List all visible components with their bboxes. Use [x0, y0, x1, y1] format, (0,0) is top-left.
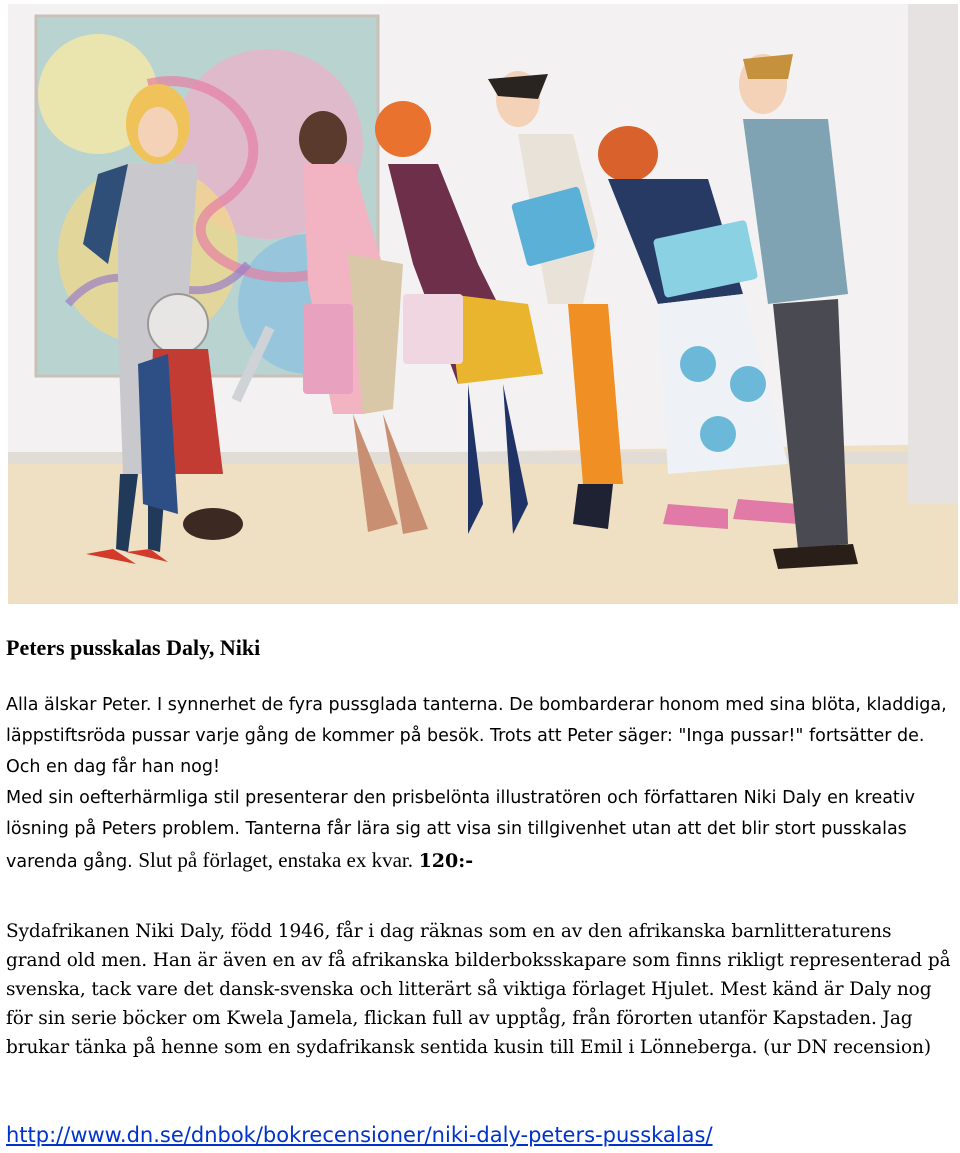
book-title: Peters pusskalas Daly, Niki [6, 635, 261, 660]
book-illustration [8, 4, 958, 604]
description-text-1: Alla älskar Peter. I synnerhet de fyra pussglada tanterna. De bombarderar honom med sina blöta, kladdiga, läppstiftsröda pussar varje gång de kommer på besök. Trots att Peter säger: "Inga pussar!" fortsätter de. Och en dag får han nog! [6, 695, 947, 777]
review-link[interactable]: http://www.dn.se/dnbok/bokrecensioner/niki-daly-peters-pusskalas/ [6, 1123, 713, 1147]
illustration-drawing [8, 4, 958, 604]
price-text: 120:- [418, 850, 474, 872]
review-text: Sydafrikanen Niki Daly, född 1946, får i dag räknas som en av den afrikanska barnlitteraturens grand old men. Han är även en av få afrikanska bilderboksskapare som finns rikligt representerad på svenska, tack vare det dansk-svenska och litterärt så viktiga förlaget Hjulet. Mest känd är Daly nog för sin serie böcker om Kwela Jamela, flickan full av upptåg, från förorten utanför Kapstaden. Jag brukar tänka på henne som en sydafrikansk sentida kusin till Emil i Lönneberga. (ur DN recension) [6, 921, 951, 1058]
book-description [6, 690, 951, 878]
description-text-2: Med sin oefterhärmliga stil presenterar den prisbelönta illustratören och författaren Niki Daly en kreativ lösning på Peters problem. Tanterna får lära sig att visa sin tillgivenhet utan att det blir stort pusskalas varenda gång. [6, 788, 916, 872]
availability-text: Slut på förlaget, enstaka ex kvar. [138, 848, 413, 872]
